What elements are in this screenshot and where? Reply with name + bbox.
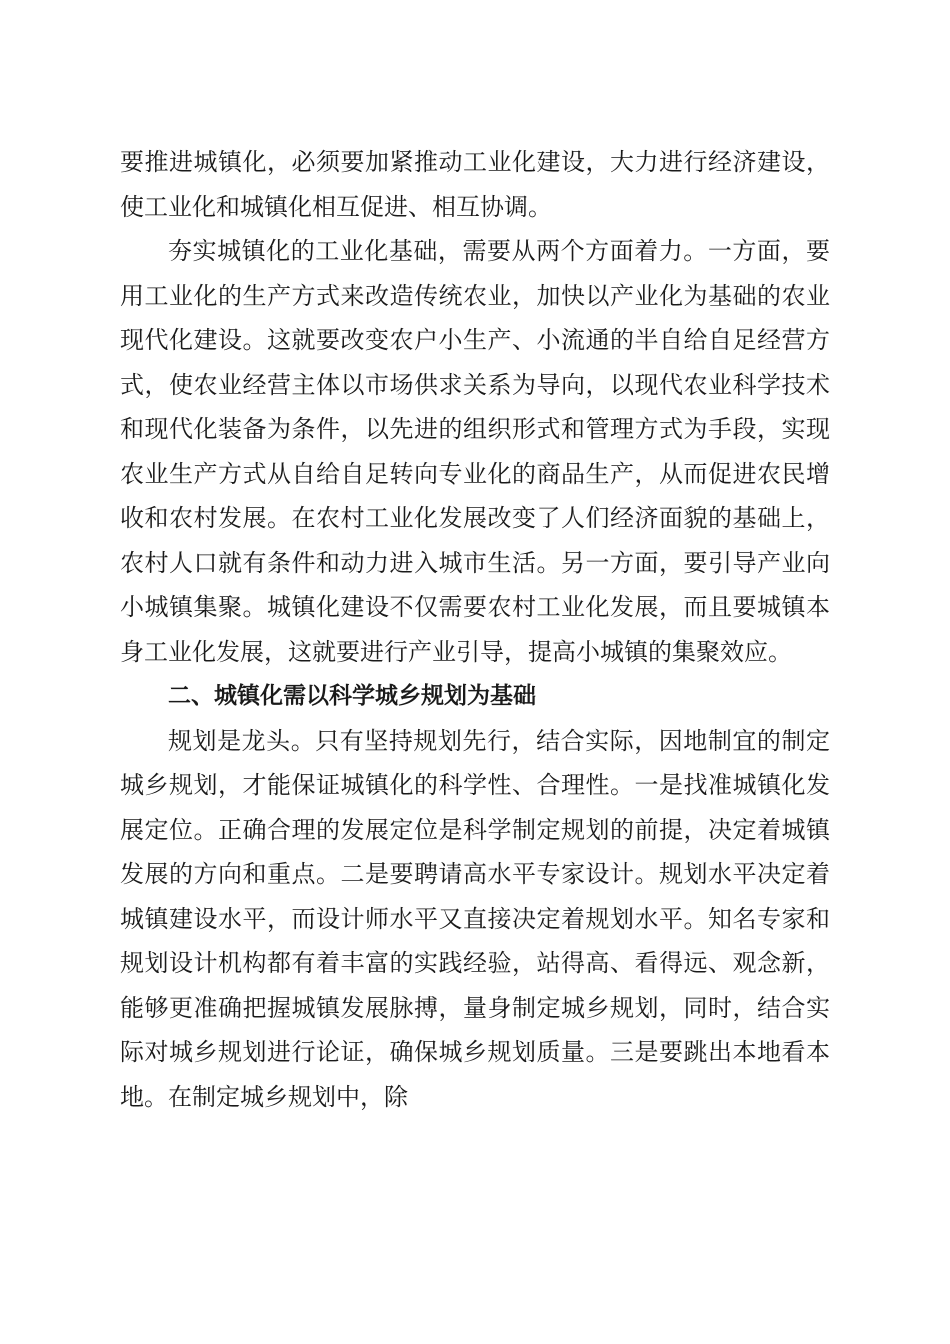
paragraph-industrialization: 夯实城镇化的工业化基础，需要从两个方面着力。一方面，要用工业化的生产方式来改造传统农业，加快以产业化为基础的农业现代化建设。这就要改变农户小生产、小流通的半自给自足经营方式，使农业经营主体以市场供求关系为导向，以现代农业科学技术和现代化装备为条件，以先进的组织形式和管理方式为手段，实现农业生产方式从自给自足转向专业化的商品生产，从而促进农民增收和农村发展。在农村工业化发展改变了人们经济面貌的基础上，农村人口就有条件和动力进入城市生活。另一方面，要引导产业向小城镇集聚。城镇化建设不仅需要农村工业化发展，而且要城镇本身工业化发展，这就要进行产业引导，提高小城镇的集聚效应。 [120,237,830,666]
paragraph-planning: 规划是龙头。只有坚持规划先行，结合实际，因地制宜的制定城乡规划，才能保证城镇化的科学性、合理性。一是找准城镇化发展定位。正确合理的发展定位是科学制定规划的前提，决定着城镇发展的方向和重点。二是要聘请高水平专家设计。规划水平决定着城镇建设水平，而设计师水平又直接决定着规划水平。知名专家和规划设计机构都有着丰富的实践经验，站得高、看得远、观念新，能够更准确把握城镇发展脉搏，量身制定城乡规划，同时，结合实际对城乡规划进行论证，确保城乡规划质量。三是要跳出本地看本地。在制定城乡规划中，除 [120,726,830,1111]
document-page [120,140,830,1119]
paragraph-continuation: 要推进城镇化，必须要加紧推动工业化建设，大力进行经济建设，使工业化和城镇化相互促进、相互协调。 [120,148,830,221]
section-heading: 二、城镇化需以科学城乡规划为基础 [168,683,536,709]
